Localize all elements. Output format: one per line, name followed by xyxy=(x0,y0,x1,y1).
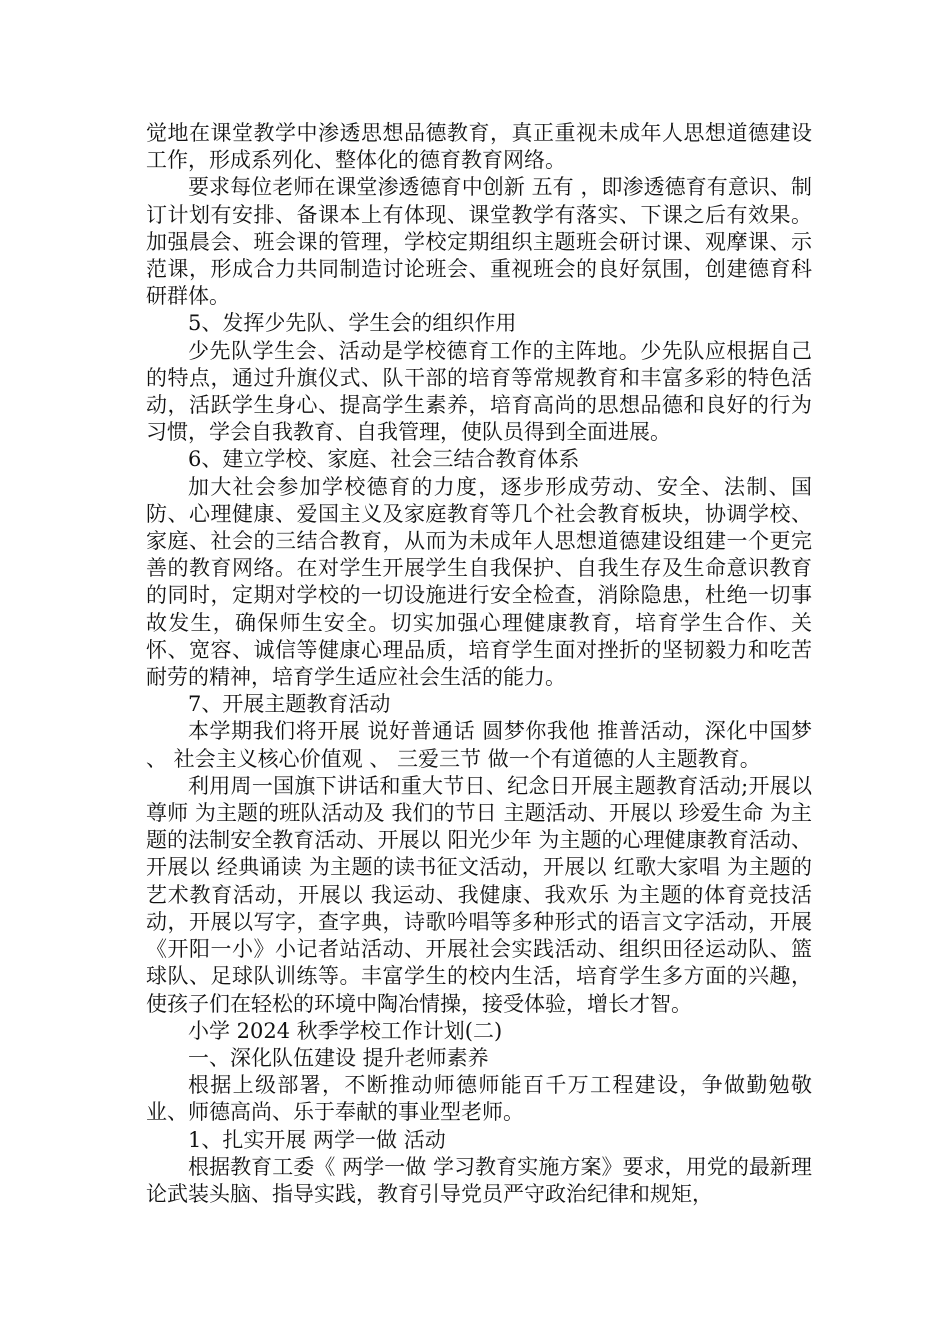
section-heading-6: 6、建立学校、家庭、社会三结合教育体系 xyxy=(188,447,580,472)
document-body xyxy=(146,120,812,1208)
plan-title-two: 小学 2024 秋季学校工作计划(二) xyxy=(188,1018,503,1043)
section-heading-1: 1、扎实开展 两学一做 活动 xyxy=(188,1127,446,1152)
section-heading-5: 5、发挥少先队、学生会的组织作用 xyxy=(188,311,517,336)
paragraph-continuation: 觉地在课堂教学中渗透思想品德教育，真正重视未成年人思想道德建设工作，形成系列化、整体化的德育教育网络。 xyxy=(146,121,812,173)
paragraph-young-pioneers: 少先队学生会、活动是学校德育工作的主阵地。少先队应根据自己的特点，通过升旗仪式、队干部的培育等常规教育和丰富多彩的特色活动，活跃学生身心、提高学生素养，培育高尚的思想品德和良好的行为习惯，学会自我教育、自我管理，使队员得到全面进展。 xyxy=(146,338,812,445)
paragraph-theme-activity-list: 利用周一国旗下讲话和重大节日、纪念日开展主题教育活动;开展以 尊师 为主题的班队活动及 我们的节日 主题活动、开展以 珍爱生命 为主题的法制安全教育活动、开展以 阳光少年 为主题的心理健康教育活动、开展以 经典诵读 为主题的读书征文活动，开展以 红歌大家唱 为主题的艺术教育活动，开展以 我运动、我健康、我欢乐 为主题的体育竞技活动，开展以写字，查字典，诗歌吟唱等多种形式的语言文字活动，开展《开阳一小》小记者站活动、开展社会实践活动、组织田径运动队、篮球队、足球队训练等。丰富学生的校内生活，培育学生多方面的兴趣，使孩子们在轻松的环境中陶冶情操，接受体验，增长才智。 xyxy=(146,773,812,1016)
section-heading-one: 一、深化队伍建设 提升老师素养 xyxy=(188,1045,489,1070)
paragraph-theme-activities: 本学期我们将开展 说好普通话 圆梦你我他 推普活动，深化中国梦 、 社会主义核心价值观 、 三爱三节 做一个有道德的人主题教育。 xyxy=(146,719,812,771)
paragraph-teacher-ethics: 根据上级部署，不断推动师德师能百千万工程建设，争做勤勉敬业、师德高尚、乐于奉献的事业型老师。 xyxy=(146,1073,812,1125)
paragraph-three-combined-education: 加大社会参加学校德育的力度，逐步形成劳动、安全、法制、国防、心理健康、爱国主义及家庭教育等几个社会教育板块，协调学校、家庭、社会的三结合教育，从而为未成年人思想道德建设组建一个更完善的教育网络。在对学生开展学生自我保护、自我生存及生命意识教育的同时，定期对学校的一切设施进行安全检查，消除隐患，杜绝一切事故发生，确保师生安全。切实加强心理健康教育，培育学生合作、关怀、宽容、诚信等健康心理品质，培育学生面对挫折的坚韧毅力和吃苦耐劳的精神，培育学生适应社会生活的能力。 xyxy=(146,474,812,690)
section-heading-7: 7、开展主题教育活动 xyxy=(188,692,391,717)
paragraph-study-plan: 根据教育工委《 两学一做 学习教育实施方案》要求，用党的最新理论武装头脑、指导实践，教育引导党员严守政治纪律和规矩， xyxy=(146,1154,812,1206)
paragraph-five-haves: 要求每位老师在课堂渗透德育中创新 五有 ，即渗透德育有意识、制订计划有安排、备课本上有体现、课堂教学有落实、下课之后有效果。加强晨会、班会课的管理，学校定期组织主题班会研讨课、观摩课、示范课，形成合力共同制造讨论班会、重视班会的良好氛围，创建德育科研群体。 xyxy=(146,175,812,309)
